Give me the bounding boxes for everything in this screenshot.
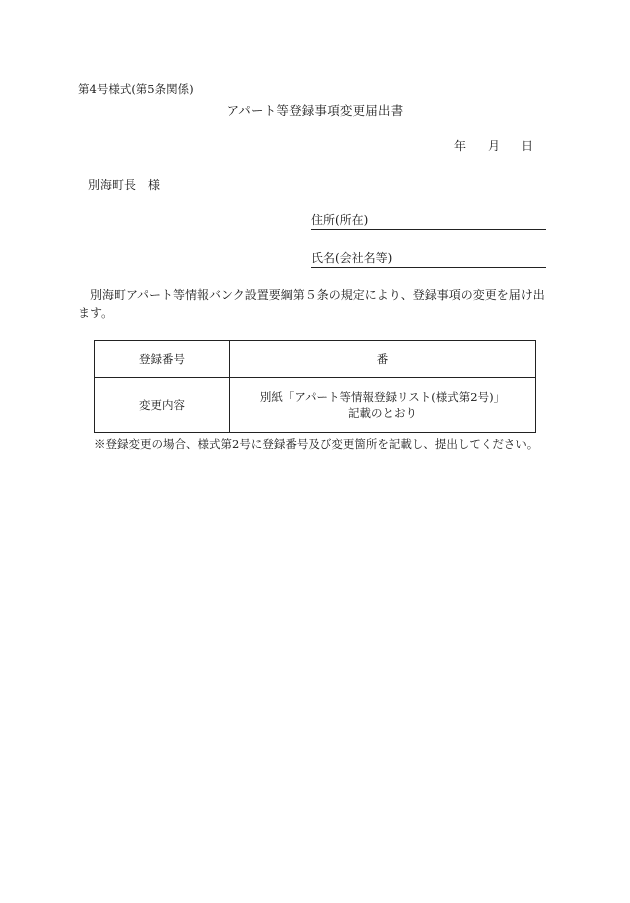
address-field: 住所(所在) (311, 211, 546, 230)
form-number: 第4号様式(第5条関係) (78, 82, 194, 96)
footnote: ※登録変更の場合、様式第2号に登録番号及び変更箇所を記載し、提出してください。 (94, 437, 539, 451)
table-row (95, 378, 536, 433)
name-field: 氏名(会社名等) (311, 249, 546, 268)
date-month-label: 月 (488, 139, 501, 153)
change-content-value (230, 378, 536, 433)
date-day-label: 日 (521, 139, 534, 153)
change-content-line2: 記載のとおり (348, 406, 417, 420)
registration-number-label: 登録番号 (95, 341, 230, 378)
document-title: アパート等登録事項変更届出書 (226, 103, 404, 118)
addressee: 別海町長 様 (88, 178, 161, 192)
body-text: 別海町アパート等情報バンク設置要綱第５条の規定により、登録事項の変更を届け出ます。 (78, 288, 545, 320)
change-content-line1: 別紙「アパート等情報登録リスト(様式第2号)」 (259, 390, 506, 404)
table-row (95, 341, 536, 378)
registration-table (94, 340, 536, 433)
date-year-label: 年 (454, 139, 467, 153)
change-content-label: 変更内容 (95, 378, 230, 433)
registration-number-value: 番 (230, 341, 536, 378)
